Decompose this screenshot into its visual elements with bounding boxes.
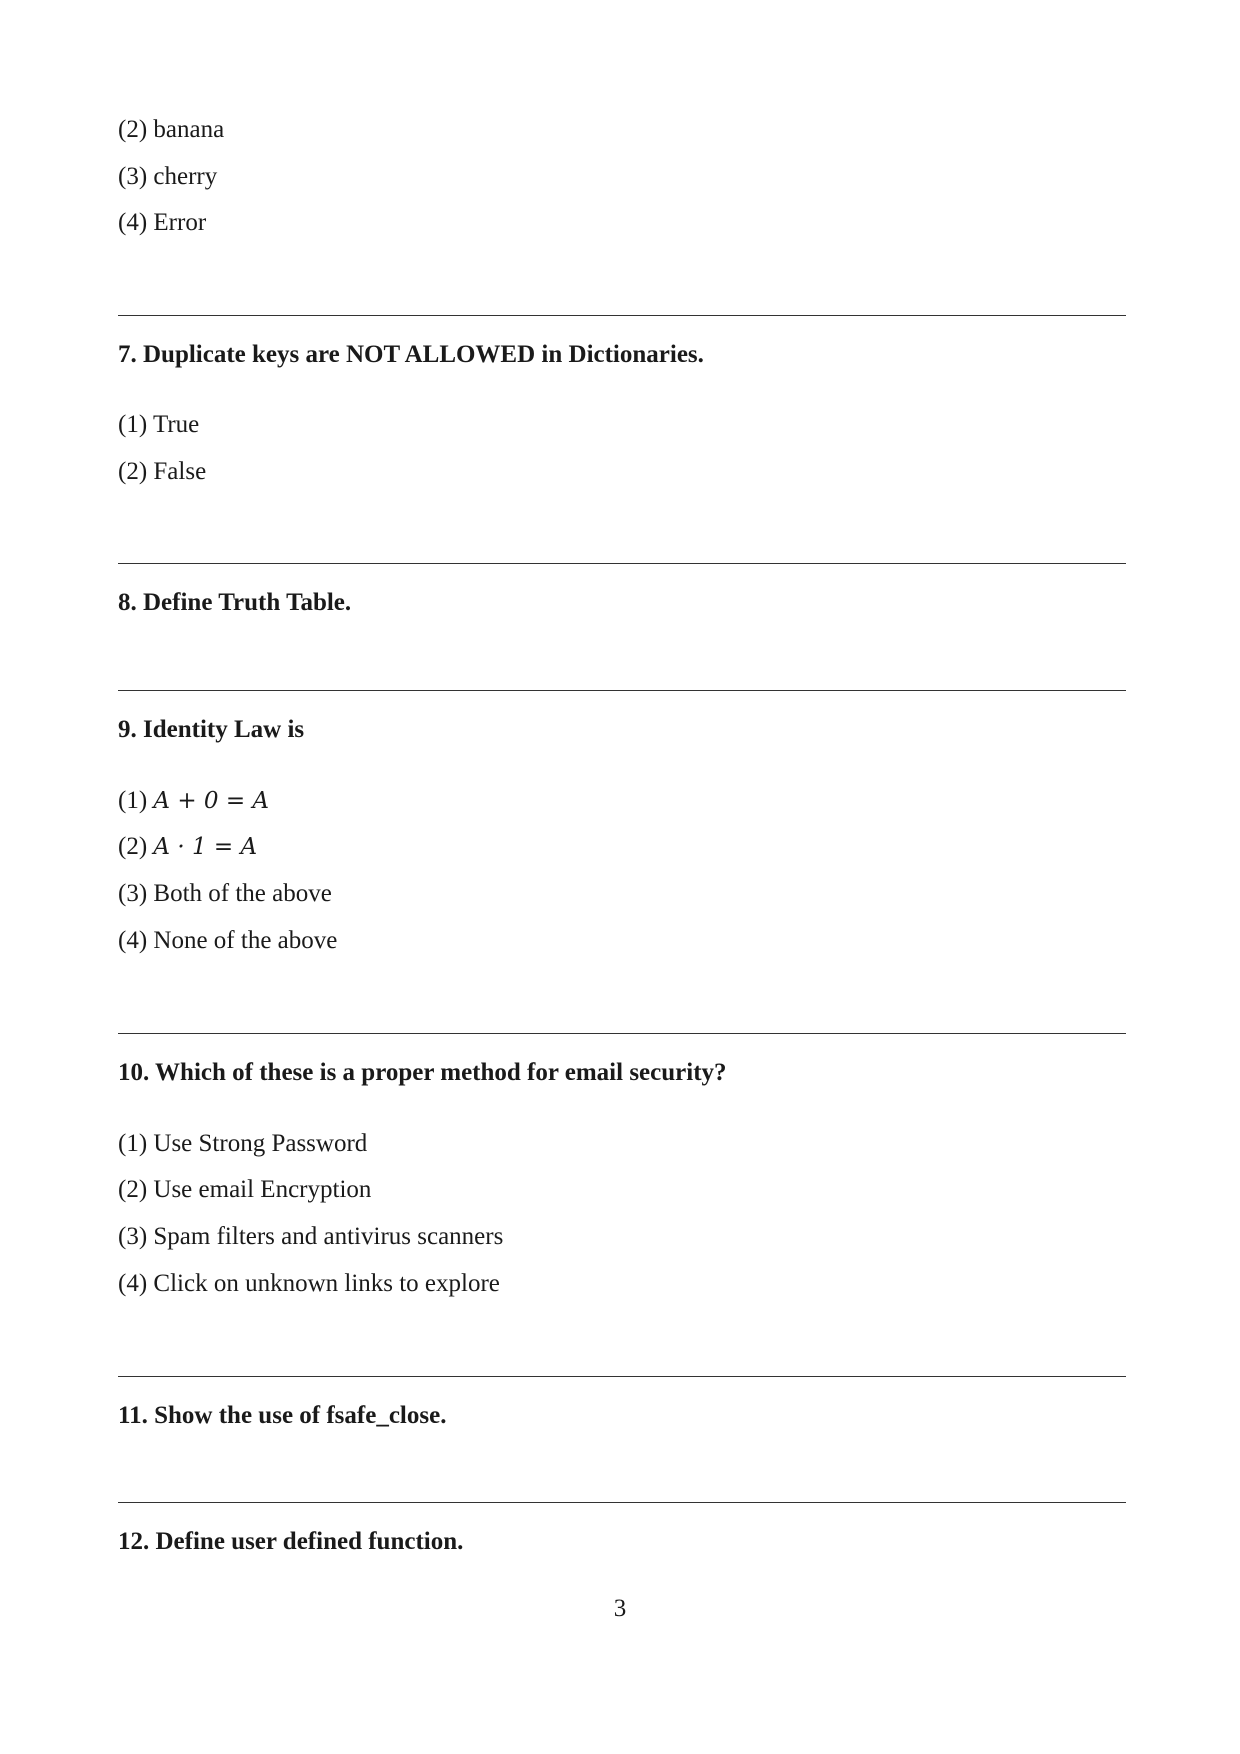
q10-option-3: (3) Spam filters and antivirus scanners — [118, 1223, 504, 1250]
q9-option-3: (3) Both of the above — [118, 880, 332, 907]
q10-option-4: (4) Click on unknown links to explore — [118, 1270, 500, 1297]
q9-option-1-number: (1) — [118, 787, 148, 814]
q9-option-1-equation: A + 0 = A — [153, 788, 270, 814]
q9-option-2 — [118, 832, 257, 862]
q9-option-4: (4) None of the above — [118, 927, 338, 954]
divider — [118, 1502, 1126, 1503]
q9-option-2-equation: A · 1 = A — [153, 834, 258, 860]
divider — [118, 563, 1126, 564]
divider — [118, 1033, 1126, 1034]
divider — [118, 315, 1126, 316]
q10-option-1: (1) Use Strong Password — [118, 1130, 368, 1157]
q6-option-4: (4) Error — [118, 209, 207, 236]
q11-title: 11. Show the use of fsafe_close. — [118, 1402, 447, 1429]
q10-title: 10. Which of these is a proper method for email security? — [118, 1059, 727, 1086]
q7-option-2: (2) False — [118, 458, 207, 485]
q10-option-2: (2) Use email Encryption — [118, 1176, 372, 1203]
divider — [118, 1376, 1126, 1377]
q12-title: 12. Define user defined function. — [118, 1528, 464, 1555]
q9-option-1 — [118, 786, 269, 816]
q9-title: 9. Identity Law is — [118, 716, 305, 743]
q7-title: 7. Duplicate keys are NOT ALLOWED in Dictionaries. — [118, 341, 704, 368]
q8-title: 8. Define Truth Table. — [118, 589, 352, 616]
q7-option-1: (1) True — [118, 411, 200, 438]
divider — [118, 690, 1126, 691]
q9-option-2-number: (2) — [118, 833, 148, 860]
q6-option-3: (3) cherry — [118, 163, 218, 190]
q6-option-2: (2) banana — [118, 116, 225, 143]
page-number: 3 — [613, 1595, 627, 1622]
